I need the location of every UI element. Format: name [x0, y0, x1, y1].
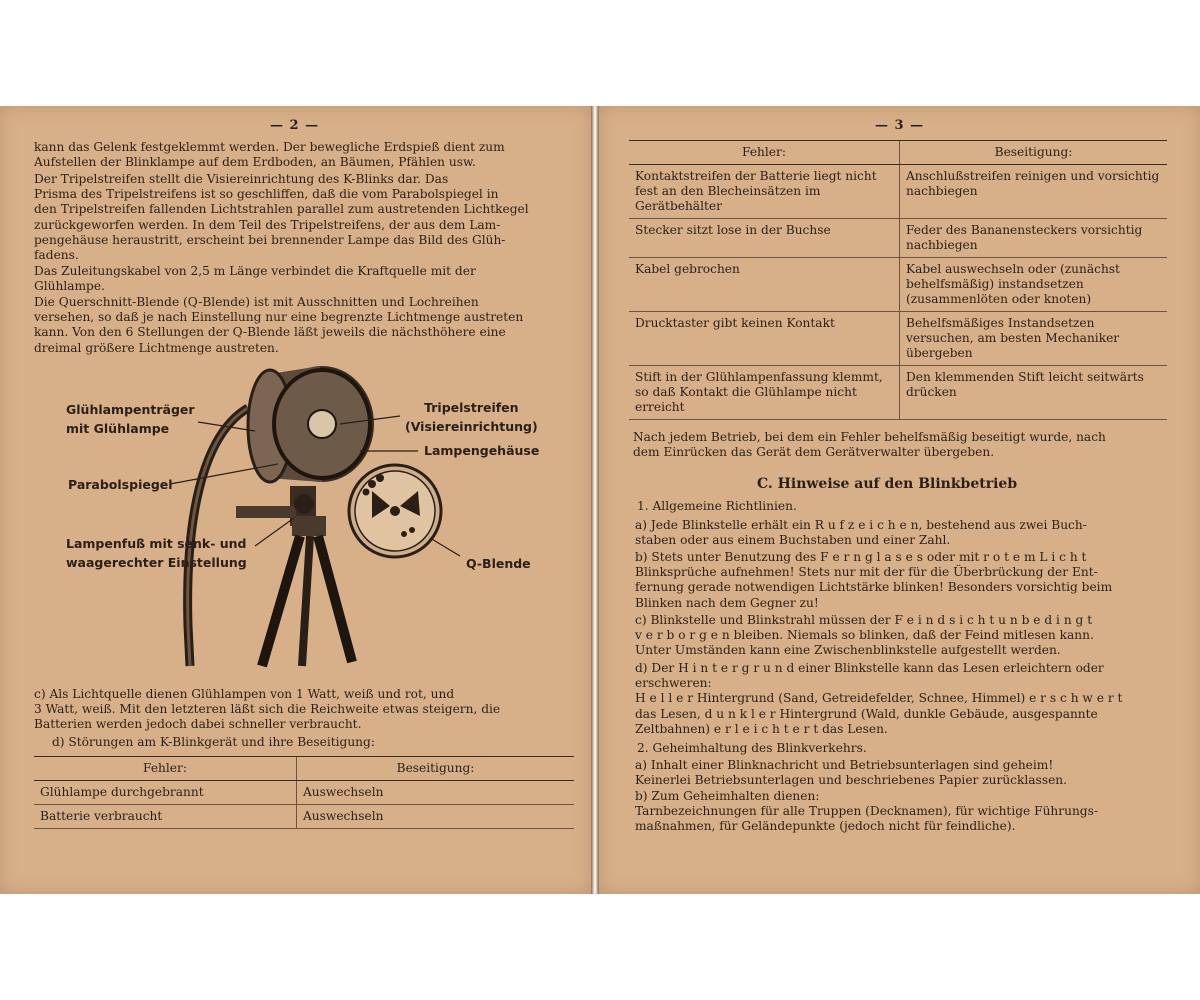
page-number: — 3 — [875, 118, 925, 133]
paragraph-lichtquelle [34, 687, 570, 733]
text-line: Glühlampenträger [66, 402, 195, 417]
text-line: v e r b o r g e n bleiben. Niemals so blinken, daß der Feind mitlesen kann. [635, 628, 1094, 643]
fault-cell: Kontaktstreifen der Batterie liegt nicht fest an den Blecheinsätzen im Gerätbehälter [629, 165, 900, 219]
paragraph-a [635, 518, 1169, 548]
subsection-2: 2. Geheimhaltung des Blinkverkehrs. [637, 741, 867, 755]
table-row [629, 312, 1167, 366]
paragraph-stoerungen: d) Störungen am K-Blinkgerät und ihre Beseitigung: [52, 735, 375, 749]
column-header-fehler: Fehler: [34, 757, 297, 781]
book-gutter [591, 106, 599, 894]
column-header-beseitigung: Beseitigung: [900, 141, 1168, 165]
text-line: Aufstellen der Blinklampe auf dem Erdboden, an Bäumen, Pfählen usw. [34, 155, 476, 170]
text-line: Batterien werden jedoch dabei schneller verbraucht. [34, 717, 362, 732]
page-number: — 2 — [270, 118, 320, 133]
left-page [0, 106, 591, 894]
paragraph-after-table [633, 430, 1167, 460]
text-line: Glühlampe. [34, 279, 105, 294]
label-lampengehaeuse: Lampengehäuse [424, 443, 540, 458]
text-line: b) Stets unter Benutzung des F e r n g l a s e s oder mit r o t e m L i c h t [635, 550, 1087, 564]
text-line: fernung gerade notwendigen Lichtstärke blinken! Besonders vorsichtig beim [635, 580, 1113, 595]
text-line: Der Tripelstreifen stellt die Visiereinrichtung des K-Blinks dar. Das [34, 172, 449, 186]
label-gluehlampentraeger [66, 400, 195, 438]
paragraph-2b [635, 789, 1169, 835]
text-line: kann das Gelenk festgeklemmt werden. Der bewegliche Erdspieß dient zum [34, 140, 505, 154]
text-line: c) Blinkstelle und Blinkstrahl müssen der F e i n d s i c h t u n b e d i n g t [635, 613, 1093, 627]
paragraph-c [635, 613, 1169, 659]
text-line: 3 Watt, weiß. Mit den letzteren läßt sich die Reichweite etwas steigern, die [34, 702, 501, 717]
remedy-cell: Anschlußstreifen reinigen und vorsichtig nachbiegen [900, 165, 1168, 219]
text-line: fadens. [34, 248, 79, 263]
right-fault-table [629, 140, 1167, 420]
text-line: Zeltbahnen) e r l e i c h t e r t das Lesen. [635, 721, 888, 736]
column-header-fehler: Fehler: [629, 141, 900, 165]
section-heading: C. Hinweise auf den Blinkbetrieb [757, 476, 1018, 492]
text-line: b) Zum Geheimhalten dienen: [635, 789, 820, 803]
text-line: dem Einrücken das Gerät dem Gerätverwalter übergeben. [633, 445, 995, 460]
text-line: Blinken nach dem Gegner zu! [635, 595, 819, 610]
remedy-cell: Auswechseln [297, 781, 575, 805]
subsection-1: 1. Allgemeine Richtlinien. [637, 499, 797, 513]
text-line: Keinerlei Betriebsunterlagen und beschriebenes Papier zurücklassen. [635, 773, 1068, 788]
table-row [34, 781, 574, 805]
label-parabolspiegel: Parabolspiegel [68, 477, 173, 492]
fault-cell: Glühlampe durchgebrannt [34, 781, 297, 805]
text-line: versehen, so daß je nach Einstellung nur eine begrenzte Lichtmenge austreten [34, 310, 524, 325]
text-line: a) Jede Blinkstelle erhält ein R u f z e i c h e n, bestehend aus zwei Buch- [635, 518, 1087, 532]
right-page [599, 106, 1200, 894]
fault-cell: Batterie verbraucht [34, 805, 297, 829]
label-tripelstreifen [405, 398, 538, 436]
text-line: a) Inhalt einer Blinknachricht und Betriebsunterlagen sind geheim! [635, 758, 1054, 772]
remedy-cell: Behelfsmäßiges Instandsetzen versuchen, am besten Mechaniker übergeben [900, 312, 1168, 366]
text-line: maßnahmen, für Geländepunkte (jedoch nicht für feindliche). [635, 819, 1016, 834]
text-line: Tarnbezeichnungen für alle Truppen (Decknamen), für wichtige Führungs- [635, 804, 1098, 819]
left-fault-table [34, 756, 574, 829]
paragraph-2a [635, 758, 1169, 788]
text-line: pengehäuse heraustritt, erscheint bei brennender Lampe das Bild des Glüh- [34, 232, 506, 247]
text-line: das Lesen, d u n k l e r Hintergrund (Wald, dunkle Gebäude, ausgespannte [635, 706, 1098, 721]
label-lampenfuss [66, 534, 247, 572]
text-line: d) Der H i n t e r g r u n d einer Blinkstelle kann das Lesen erleichtern oder [635, 661, 1104, 675]
table-row [629, 366, 1167, 420]
text-line: (Visiereinrichtung) [405, 419, 538, 434]
table-row [629, 219, 1167, 258]
text-line: Die Querschnitt-Blende (Q-Blende) ist mit Ausschnitten und Lochreihen [34, 295, 479, 309]
text-line: Prisma des Tripelstreifens ist so geschliffen, daß die vom Parabolspiegel in [34, 187, 499, 202]
text-line: H e l l e r Hintergrund (Sand, Getreidefelder, Schnee, Himmel) e r s c h w e r t [635, 691, 1123, 706]
fault-cell: Stift in der Glühlampenfassung klemmt, so daß Kontakt die Glühlampe nicht erreicht [629, 366, 900, 420]
text-line: den Tripelstreifen fallenden Lichtstrahlen parallel zum austretenden Lichtkegel [34, 202, 529, 217]
text-line: zurückgeworfen werden. In dem Teil des Tripelstreifens, der aus dem Lam- [34, 217, 501, 232]
remedy-cell: Feder des Bananensteckers vorsichtig nachbiegen [900, 219, 1168, 258]
remedy-cell: Den klemmenden Stift leicht seitwärts drücken [900, 366, 1168, 420]
text-line: c) Als Lichtquelle dienen Glühlampen von 1 Watt, weiß und rot, und [34, 687, 455, 701]
table-row [629, 165, 1167, 219]
text-line: dreimal größere Lichtmenge austreten. [34, 340, 279, 355]
remedy-cell: Auswechseln [297, 805, 575, 829]
text-line: mit Glühlampe [66, 421, 170, 436]
table-row [629, 258, 1167, 312]
fault-cell: Stecker sitzt lose in der Buchse [629, 219, 900, 258]
text-line: Tripelstreifen [424, 400, 519, 415]
fault-cell: Kabel gebrochen [629, 258, 900, 312]
fault-cell: Drucktaster gibt keinen Kontakt [629, 312, 900, 366]
text-line: staben oder aus einem Buchstaben und einer Zahl. [635, 533, 951, 548]
text-line: erschweren: [635, 676, 712, 691]
text-line: Unter Umständen kann eine Zwischenblinkstelle aufgestellt werden. [635, 643, 1061, 658]
paragraph-b [635, 550, 1169, 611]
text-line: Nach jedem Betrieb, bei dem ein Fehler behelfsmäßig beseitigt wurde, nach [633, 430, 1106, 444]
table-row [34, 805, 574, 829]
text-line: Das Zuleitungskabel von 2,5 m Länge verbindet die Kraftquelle mit der [34, 264, 476, 278]
column-header-beseitigung: Beseitigung: [297, 757, 575, 781]
paragraph-d [635, 661, 1169, 737]
text-line: waagerechter Einstellung [66, 555, 247, 570]
text-line: kann. Von den 6 Stellungen der Q-Blende läßt jeweils die nächsthöhere eine [34, 325, 506, 340]
remedy-cell: Kabel auswechseln oder (zunächst behelfsmäßig) instandsetzen (zusammenlöten oder knoten) [900, 258, 1168, 312]
text-line: Blinksprüche aufnehmen! Stets nur mit der für die Überbrückung der Ent- [635, 565, 1098, 580]
text-line: Lampenfuß mit senk- und [66, 536, 247, 551]
label-q-blende: Q-Blende [466, 556, 531, 571]
